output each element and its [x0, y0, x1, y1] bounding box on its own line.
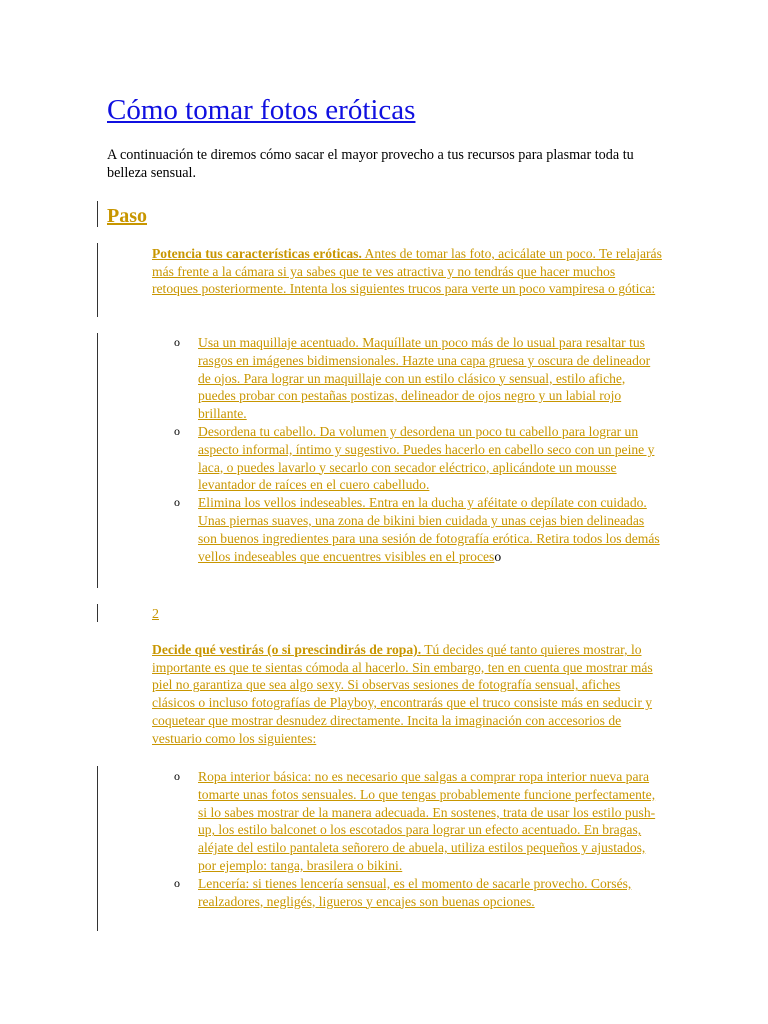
- bullet-icon: o: [174, 495, 180, 510]
- step-2-bold: [152, 642, 421, 657]
- step-2-paragraph: [152, 641, 664, 747]
- step-2-number-link[interactable]: 2: [152, 607, 159, 622]
- left-rule: [97, 333, 98, 588]
- section-heading-link[interactable]: Paso: [107, 205, 147, 227]
- list-item: [152, 334, 664, 423]
- bullet-icon: o: [174, 875, 180, 890]
- page-title: [107, 92, 415, 128]
- title-link[interactable]: Cómo tomar fotos eróticas: [107, 94, 416, 126]
- bullet-icon: o: [174, 335, 180, 349]
- step-1-paragraph: [152, 245, 664, 298]
- list-item: [152, 423, 664, 494]
- list-item: [152, 875, 664, 911]
- trailing-text: o: [494, 548, 502, 564]
- list-item: [152, 494, 664, 565]
- left-rule: [97, 766, 98, 931]
- left-rule: [97, 604, 98, 622]
- intro-paragraph: A continuación te diremos cómo sacar el mayor provecho a tus recursos para plasmar toda tu belleza sensual.: [107, 147, 634, 181]
- step-1-text-link[interactable]: Antes de tomar las foto, acicálate un poco. Te relajarás más frente a la cámara si ya sabes que te ves atractiva y no tendrás que hacer muchos retoques posteriormente. Intenta los siguientes trucos para verte un poco vampiresa o gótica:: [152, 246, 662, 297]
- list-item: [152, 768, 664, 875]
- step-2-bold-link[interactable]: Decide qué vestirás (o si prescindirás de ropa).: [152, 642, 422, 657]
- bullet-icon: o: [174, 423, 180, 438]
- bullet-icon: o: [174, 769, 180, 783]
- left-rule: [97, 201, 98, 227]
- section-heading: [107, 203, 147, 229]
- step-2-list: [152, 768, 664, 910]
- step-1-list: [152, 334, 664, 565]
- step-2-text-link[interactable]: Tú decides qué tanto quieres mostrar, lo importante es que te sientas cómoda al hacerlo. Sin embargo, ten en cuenta que mostrar más piel no garantiza que sea algo sexy. Si observas sesiones de fotografía sensual, afiches clásicos o incluso fotografías de Playboy, encontrarás que el truco consiste más en seducir y coquetear que mostrar desnudez directamente. Incita la imaginación con accesorios de vestuario como los siguientes:: [152, 642, 653, 746]
- list-item-link[interactable]: Ropa interior básica: no es necesario que salgas a comprar ropa interior nueva para tomarte unas fotos sensuales. Lo que tengas probablemente funcione perfectamente, si lo sabes mostrar de la manera adecuada. En sostenes, trata de usar los estilo push-up, los estilo balconet o los escotados para lograr un efecto acentuado. En bragas, aléjate del estilo pantaleta señorero de abuela, utiliza estilos pequeños y ajustados, por ejemplo: tanga, brasilera o bikini.: [198, 769, 656, 873]
- list-item-link[interactable]: Lencería: si tienes lencería sensual, es el momento de sacarle provecho. Corsés, realzadores, negligés, ligueros y encajes son buenas opciones.: [198, 875, 632, 909]
- left-rule: [97, 243, 98, 317]
- list-item-link[interactable]: Elimina los vellos indeseables. Entra en la ducha y aféitate o depílate con cuidado. Unas piernas suaves, una zona de bikini bien cuidada y unas cejas bien delineadas son buenos ingredientes para una sesión de fotografía erótica. Retira todos los demás vellos indeseables que encuentres visibles en el proces: [198, 495, 660, 564]
- step-2-number: [152, 606, 159, 624]
- list-item-link[interactable]: Desordena tu cabello. Da volumen y desordena un poco tu cabello para lograr un aspecto informal, íntimo y sugestivo. Puedes hacerlo en cabello seco con un peine y laca, o puedes lavarlo y secarlo con secador eléctrico, aplicándote un mousse levantador de raíces en el cuero cabelludo.: [198, 423, 655, 493]
- step-1-bold: [152, 246, 362, 261]
- list-item-link[interactable]: Usa un maquillaje acentuado. Maquíllate un poco más de lo usual para resaltar tus rasgos en imágenes bidimensionales. Hazte una capa gruesa y oscura de delineador de ojos. Para lograr un maquillaje con un estilo clásico y sensual, estilo afiche, puedes probar con pestañas postizas, delineador de ojos negro y un labial rojo brillante.: [198, 335, 651, 422]
- step-1-bold-link[interactable]: Potencia tus características eróticas.: [152, 246, 362, 261]
